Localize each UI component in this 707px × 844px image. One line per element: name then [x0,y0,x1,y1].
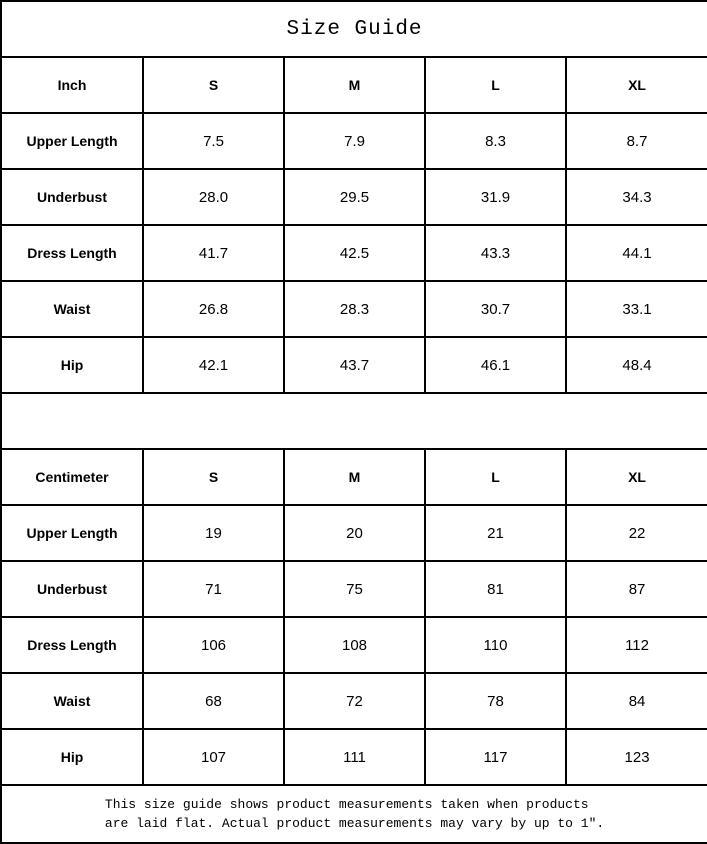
measurement-value: 28.0 [143,169,284,225]
measurement-value: 7.9 [284,113,425,169]
measurement-value: 22 [566,505,707,561]
measurement-value: 72 [284,673,425,729]
measurement-value: 33.1 [566,281,707,337]
measurement-value: 68 [143,673,284,729]
table-row [1,561,707,617]
measurement-value: 87 [566,561,707,617]
row-label: Dress Length [1,225,143,281]
row-label: Hip [1,337,143,393]
spacer-row [1,393,707,449]
size-header-cell: L [425,449,566,505]
table-row [1,729,707,785]
footer-note-text [105,795,604,833]
title-row [1,1,707,57]
size-header-cell: L [425,57,566,113]
row-label: Dress Length [1,617,143,673]
table-row [1,673,707,729]
size-header-cell: M [284,57,425,113]
measurement-value: 41.7 [143,225,284,281]
measurement-value: 117 [425,729,566,785]
measurement-value: 30.7 [425,281,566,337]
table-row [1,617,707,673]
measurement-value: 8.7 [566,113,707,169]
measurement-value: 21 [425,505,566,561]
table-row [1,281,707,337]
measurement-value: 71 [143,561,284,617]
measurement-value: 43.3 [425,225,566,281]
measurement-value: 110 [425,617,566,673]
table-row [1,113,707,169]
measurement-value: 42.5 [284,225,425,281]
footer-note-line1: This size guide shows product measurements taken when products [104,797,589,812]
measurement-value: 81 [425,561,566,617]
measurement-value: 34.3 [566,169,707,225]
footer-note [1,785,707,843]
footer-note-line2: are laid flat. Actual product measurements may vary by up to 1″. [104,816,605,831]
table-row [1,225,707,281]
measurement-value: 106 [143,617,284,673]
measurement-value: 44.1 [566,225,707,281]
measurement-value: 107 [143,729,284,785]
measurement-value: 28.3 [284,281,425,337]
inch-header-row [1,57,707,113]
table-row [1,337,707,393]
unit-header-inch: Inch [1,57,143,113]
size-header-cell: S [143,449,284,505]
row-label: Waist [1,281,143,337]
measurement-value: 84 [566,673,707,729]
row-label: Hip [1,729,143,785]
measurement-value: 78 [425,673,566,729]
measurement-value: 112 [566,617,707,673]
measurement-value: 20 [284,505,425,561]
measurement-value: 75 [284,561,425,617]
measurement-value: 108 [284,617,425,673]
measurement-value: 7.5 [143,113,284,169]
spacer-cell [1,393,707,449]
row-label: Upper Length [1,505,143,561]
measurement-value: 29.5 [284,169,425,225]
measurement-value: 26.8 [143,281,284,337]
table-row [1,169,707,225]
row-label: Waist [1,673,143,729]
measurement-value: 111 [284,729,425,785]
cm-header-row [1,449,707,505]
table-row [1,505,707,561]
measurement-value: 46.1 [425,337,566,393]
size-header-cell: XL [566,57,707,113]
measurement-value: 43.7 [284,337,425,393]
size-header-cell: S [143,57,284,113]
footer-row [1,785,707,843]
size-header-cell: M [284,449,425,505]
size-header-cell: XL [566,449,707,505]
measurement-value: 123 [566,729,707,785]
row-label: Upper Length [1,113,143,169]
row-label: Underbust [1,561,143,617]
row-label: Underbust [1,169,143,225]
measurement-value: 48.4 [566,337,707,393]
page-title: Size Guide [1,1,707,57]
measurement-value: 31.9 [425,169,566,225]
measurement-value: 19 [143,505,284,561]
unit-header-centimeter: Centimeter [1,449,143,505]
measurement-value: 8.3 [425,113,566,169]
measurement-value: 42.1 [143,337,284,393]
